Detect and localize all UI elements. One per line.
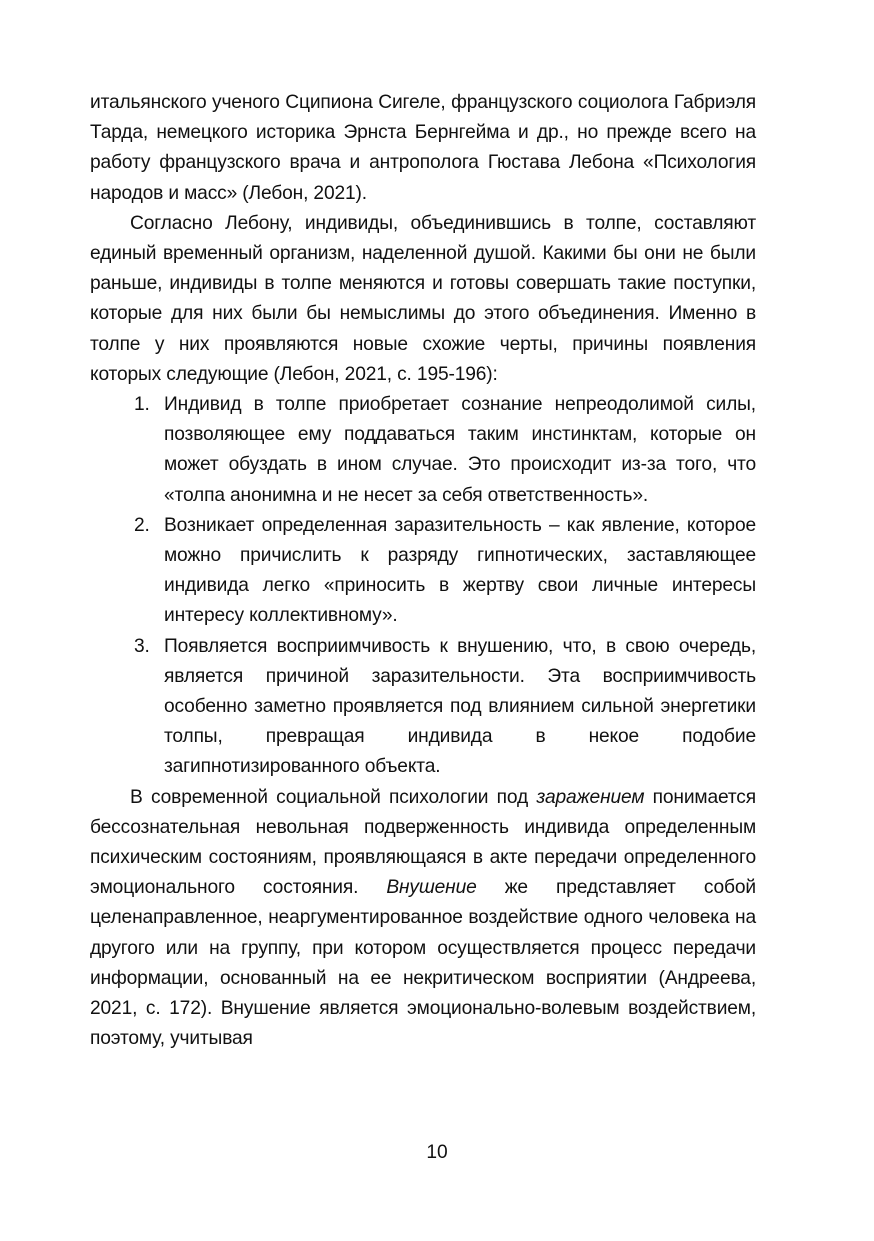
list-item-number: 2.	[134, 514, 150, 536]
paragraph-3-text: В современной социальной психологии под	[130, 786, 537, 808]
list-item-text: Появляется восприимчивость к внушению, что, в свою очередь, является причиной заразительности. Эта восприимчивость особенно заметно проявляется под влиянием сильной энергетики толпы, превращая индивида в некое подобие загипнотизированного объекта.	[164, 635, 756, 778]
list-item-number: 3.	[134, 635, 150, 657]
paragraph-2: Согласно Лебону, индивиды, объединившись в толпе, составляют единый временный организм, наделенной душой. Какими бы они не были раньше, индивиды в толпе меняются и готовы совершать такие поступки, которые для них были бы немыслимы до этого объединения. Именно в толпе у них проявляются новые схожие черты, причины появления которых следующие (Лебон, 2021, с. 195-196):	[90, 212, 756, 385]
term-contagion: заражением	[536, 786, 645, 808]
list-item-text: Возникает определенная заразительность – как явление, которое можно причислить к разряду гипнотических, заставляющее индивида легко «приносить в жертву свои личные интересы интересу коллективному».	[164, 514, 756, 627]
paragraph-3-text: же представляет собой целенаправленное, неаргументированное воздействие одного человека на другого или на группу, при котором осуществляется процесс передачи информации, основанный на ее некритическом восприятии (Андреева, 2021, с. 172). Внушение является эмоционально-волевым воздействием, поэтому, учитывая	[90, 877, 756, 1050]
numbered-list	[90, 390, 756, 783]
page-body	[90, 88, 756, 1055]
list-item	[134, 390, 756, 511]
list-item-text: Индивид в толпе приобретает сознание непреодолимой силы, позволяющее ему поддаваться таким инстинктам, которые он может обуздать в ином случае. Это происходит из-за того, что «толпа анонимна и не несет за себя ответственность».	[164, 394, 756, 506]
list-item-number: 1.	[134, 394, 150, 416]
paragraph-3-text: понимается бессознательная невольная подверженность индивида определенным психическим состояниям, проявляющаяся в акте передачи определенного эмоционального состояния.	[90, 786, 756, 899]
list-item	[134, 511, 756, 632]
list-item	[134, 632, 756, 783]
term-suggestion: Внушение	[386, 877, 477, 899]
paragraph-3	[90, 783, 756, 1055]
paragraph-1: итальянского ученого Сципиона Сигеле, французского социолога Габриэля Тарда, немецкого историка Эрнста Бернгейма и др., но прежде всего на работу французского врача и антрополога Гюстава Лебона «Психология народов и масс» (Лебон, 2021).	[90, 92, 756, 204]
page-number: 10	[426, 1142, 448, 1163]
